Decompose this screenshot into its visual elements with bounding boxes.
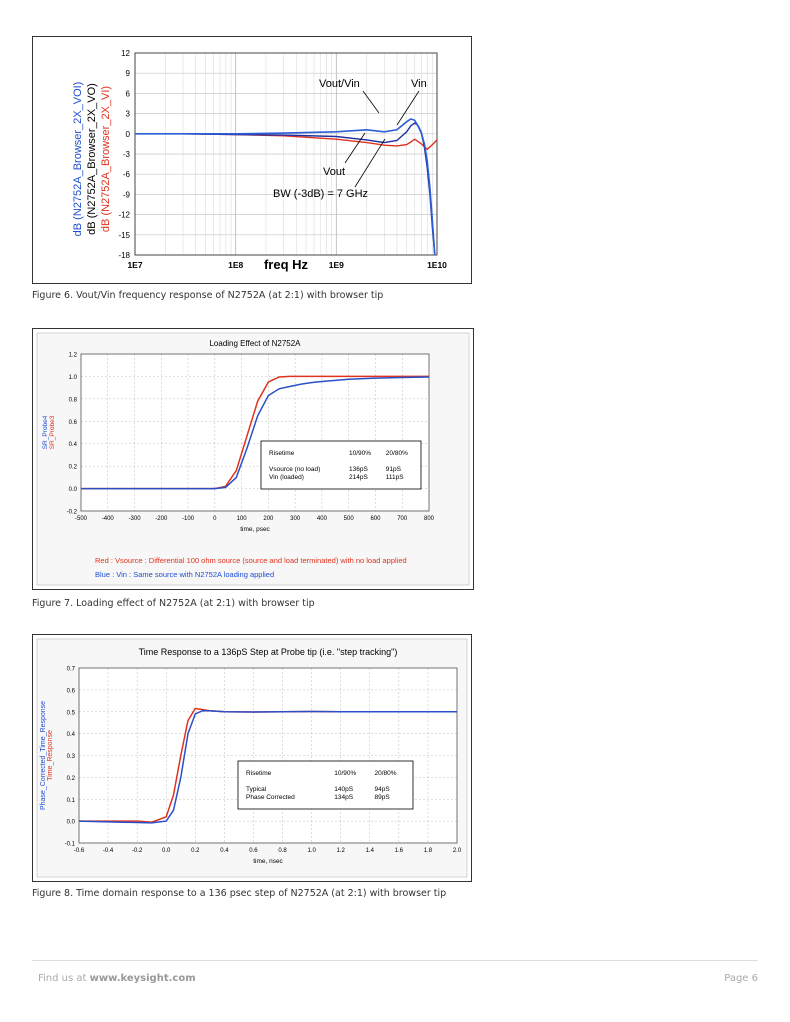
y-tick-label: 6 bbox=[125, 89, 130, 99]
y-tick-label: 0.2 bbox=[68, 464, 77, 471]
y-tick-label: -18 bbox=[118, 251, 130, 260]
table-cell: Vsource (no load) bbox=[269, 466, 321, 473]
y-tick-label: -0.2 bbox=[66, 509, 77, 516]
x-tick-label: 1.6 bbox=[394, 848, 404, 854]
y-tick-label: 0.3 bbox=[66, 754, 75, 760]
y-axis-label: dB (N2752A_Browser_2X_VI) bbox=[100, 85, 112, 233]
y-tick-label: 0 bbox=[125, 129, 130, 139]
x-tick-label: -0.6 bbox=[73, 848, 85, 854]
x-tick-label: -0.4 bbox=[102, 848, 114, 854]
y-tick-label: -0.1 bbox=[64, 841, 75, 848]
x-tick-label: 1E7 bbox=[127, 260, 143, 270]
x-tick-label: 0.4 bbox=[220, 848, 229, 854]
figure-6 bbox=[32, 36, 472, 284]
footer-site bbox=[38, 973, 196, 984]
x-axis-label: time, psec bbox=[240, 526, 270, 533]
y-axis-label: dB (N2752A_Browser_2X_VOI) bbox=[72, 81, 84, 237]
x-axis-label: freq Hz bbox=[263, 257, 309, 272]
figure-7 bbox=[32, 328, 474, 590]
table-cell: Vin (loaded) bbox=[269, 474, 304, 481]
x-tick-label: 0.6 bbox=[249, 848, 258, 854]
table-cell: Phase Corrected bbox=[246, 794, 295, 801]
table-cell: 111pS bbox=[385, 474, 404, 481]
y-tick-label: 0.7 bbox=[66, 666, 75, 673]
risetime-table bbox=[238, 761, 413, 809]
table-cell: 134pS bbox=[334, 794, 354, 801]
x-tick-label: 100 bbox=[236, 516, 247, 522]
table-header: 10/90% bbox=[334, 770, 357, 777]
table-cell: Typical bbox=[246, 786, 267, 793]
table-header: Risetime bbox=[269, 450, 295, 457]
annotation-vin: Vin bbox=[411, 78, 427, 90]
x-tick-label: 1.8 bbox=[423, 848, 433, 854]
x-tick-label: 700 bbox=[397, 516, 408, 522]
y-tick-label: -15 bbox=[118, 230, 130, 240]
y-tick-label: 0.2 bbox=[66, 775, 75, 782]
x-tick-label: 1.0 bbox=[307, 848, 316, 854]
risetime-table bbox=[261, 441, 421, 489]
table-cell: 91pS bbox=[385, 466, 401, 473]
x-tick-label: -400 bbox=[101, 516, 114, 522]
y-axis-label: SR_Probe3 bbox=[49, 415, 56, 450]
y-tick-label: 12 bbox=[121, 49, 130, 58]
table-header: 10/90% bbox=[349, 450, 372, 457]
y-tick-label: -3 bbox=[122, 150, 130, 159]
table-header: 20/80% bbox=[385, 450, 408, 457]
x-tick-label: 2.0 bbox=[452, 848, 462, 854]
chart-freq-response bbox=[33, 37, 471, 283]
table-cell: 89pS bbox=[374, 794, 390, 801]
y-tick-label: 0.4 bbox=[68, 442, 77, 449]
figure-8-caption: Figure 8. Time domain response to a 136 psec step of N2752A (at 2:1) with browser tip bbox=[32, 888, 447, 899]
chart-loading-effect bbox=[33, 329, 473, 589]
y-tick-label: 0.6 bbox=[66, 688, 75, 695]
y-tick-label: 0.4 bbox=[66, 732, 75, 739]
table-header: 20/80% bbox=[374, 770, 397, 777]
x-tick-label: 500 bbox=[343, 516, 354, 522]
chart-time-response bbox=[33, 635, 471, 881]
annotation-vout-vin: Vout/Vin bbox=[319, 78, 360, 90]
chart-title: Loading Effect of N2752A bbox=[209, 339, 301, 348]
y-tick-label: 3 bbox=[125, 109, 130, 119]
x-tick-label: 0.0 bbox=[162, 848, 171, 854]
y-tick-label: 1.2 bbox=[68, 352, 77, 359]
y-tick-label: 1.0 bbox=[68, 374, 77, 381]
table-header: Risetime bbox=[246, 770, 272, 777]
y-axis-label: Phase_Corrected_Time_Response bbox=[40, 700, 47, 811]
y-tick-label: -12 bbox=[118, 210, 130, 220]
y-tick-label: 0.8 bbox=[68, 397, 77, 404]
figure-7-caption: Figure 7. Loading effect of N2752A (at 2:1) with browser tip bbox=[32, 598, 315, 609]
x-tick-label: 0.2 bbox=[191, 848, 200, 854]
x-tick-label: 1.4 bbox=[365, 848, 374, 854]
y-axis-label: Time_Response bbox=[47, 730, 54, 781]
x-tick-label: -500 bbox=[74, 516, 88, 522]
y-tick-label: 0.0 bbox=[68, 487, 77, 494]
x-tick-label: 300 bbox=[290, 516, 301, 522]
footer-prefix: Find us at bbox=[38, 973, 90, 984]
table-cell: 140pS bbox=[334, 786, 354, 793]
y-tick-label: 0.0 bbox=[66, 819, 75, 826]
x-tick-label: 800 bbox=[423, 516, 435, 522]
page-number: Page 6 bbox=[724, 973, 758, 984]
x-tick-label: 1.2 bbox=[336, 848, 345, 854]
footer-link[interactable]: www.keysight.com bbox=[89, 973, 196, 984]
y-axis-label: dB (N2752A_Browser_2X_VO) bbox=[86, 83, 98, 235]
table-cell: 94pS bbox=[374, 786, 390, 793]
x-tick-label: 1E8 bbox=[228, 260, 244, 270]
x-tick-label: -100 bbox=[182, 516, 195, 522]
y-tick-label: 0.5 bbox=[66, 710, 75, 717]
figure-6-caption: Figure 6. Vout/Vin frequency response of N2752A (at 2:1) with browser tip bbox=[32, 290, 384, 301]
x-tick-label: 0.8 bbox=[278, 848, 287, 854]
x-tick-label: -200 bbox=[155, 516, 168, 522]
table-cell: 136pS bbox=[349, 466, 368, 473]
figure-8 bbox=[32, 634, 472, 882]
y-tick-label: 9 bbox=[125, 69, 130, 79]
annotation-vout: Vout bbox=[323, 166, 346, 178]
footer-divider bbox=[32, 960, 758, 961]
x-tick-label: -300 bbox=[128, 516, 141, 522]
figure-background bbox=[33, 37, 471, 283]
y-axis-label: SR_Probe4 bbox=[42, 415, 49, 450]
x-tick-label: 0 bbox=[213, 516, 217, 522]
y-tick-label: -9 bbox=[122, 190, 130, 200]
table-cell: 214pS bbox=[349, 474, 368, 481]
y-tick-label: -6 bbox=[122, 170, 130, 180]
x-tick-label: 200 bbox=[263, 516, 274, 522]
y-tick-label: 0.1 bbox=[66, 797, 75, 804]
x-axis-label: time, nsec bbox=[253, 858, 283, 865]
x-tick-label: -0.2 bbox=[131, 848, 143, 854]
annotation-bandwidth: BW (-3dB) = 7 GHz bbox=[273, 188, 369, 200]
x-tick-label: 1E10 bbox=[427, 260, 447, 270]
x-tick-label: 600 bbox=[370, 516, 381, 522]
legend-note: Blue : Vin : Same source with N2752A loading applied bbox=[95, 570, 275, 579]
y-tick-label: 0.6 bbox=[68, 419, 77, 426]
chart-title: Time Response to a 136pS Step at Probe tip (i.e. "step tracking") bbox=[138, 647, 398, 657]
x-tick-label: 1E9 bbox=[328, 260, 344, 270]
x-tick-label: 400 bbox=[316, 516, 327, 522]
legend-note: Red : Vsource : Differential 100 ohm source (source and load terminated) with no load applied bbox=[95, 556, 407, 565]
